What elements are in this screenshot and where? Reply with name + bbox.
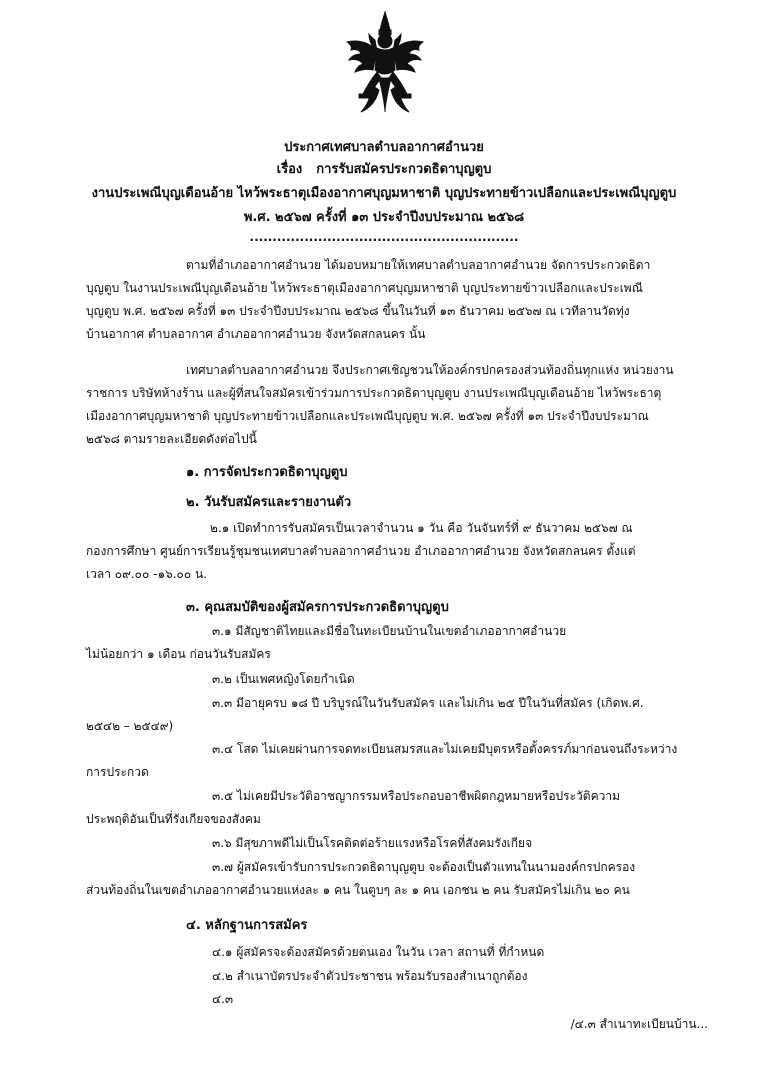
garuda-emblem-icon (339, 8, 431, 120)
section-4-line: ๔.๑ ผู้สมัครจะต้องสมัครด้วยตนเอง ในวัน เวลา สถานที่ ที่กำหนด (212, 945, 545, 959)
section-3-line: ๓.๗ ผู้สมัครเข้ารับการประกวดธิดาบุญตูบ จะต้องเป็นตัวแทนในนามองค์กรปกครอง (212, 860, 636, 874)
section-3-line: ๓.๔ โสด ไม่เคยผ่านการจดทะเบียนสมรสและไม่เคยมีบุตรหรือตั้งครรภ์มาก่อนจนถึงระหว่าง (212, 742, 678, 756)
section-2-line: เวลา ๐๙.๐๐ -๑๖.๐๐ น. (86, 567, 207, 581)
event-year: พ.ศ. ๒๕๖๗ ครั้งที่ ๑๓ ประจำปีงบประมาณ ๒๕๖๘ (243, 210, 525, 225)
paragraph-2-line: ราชการ บริษัทห้างร้าน และผู้ที่สนใจสมัครเข้าร่วมการประกวดธิดาบุญตูบ งานประเพณีบุญเดือนอ้าย ไหว้พระธาตุ (86, 386, 662, 400)
section-4-line: ๔.๒ สำเนาบัตรประจำตัวประชาชน พร้อมรับรองสำเนาถูกต้อง (212, 969, 528, 983)
section-3-line: ๓.๖ มีสุขภาพดีไม่เป็นโรคติดต่อร้ายแรงหรือโรคที่สังคมรังเกียจ (212, 836, 533, 850)
section-3-line: ๓.๕ ไม่เคยมีประวัติอาชญากรรมหรือประกอบอาชีพผิดกฎหมายหรือประวัติความ (212, 789, 620, 803)
paragraph-1-line: บุญตูบ ในงานประเพณีบุญเดือนอ้าย ไหว้พระธาตุเมืองอากาศบุญมหาชาติ บุญประทายข้าวเปลือกและประเพณี (86, 281, 643, 295)
section-1-heading: ๑. การจัดประกวดธิดาบุญตูบ (186, 465, 348, 480)
paragraph-1-line: ตามที่อำเภออากาศอำนวย ได้มอบหมายให้เทศบาลตำบลอากาศอำนวย จัดการประกวดธิดา (186, 258, 651, 272)
section-2-line: กองการศึกษา ศูนย์การเรียนรู้ชุมชนเทศบาลตำบลอากาศอำนวย อำเภออากาศอำนวย จังหวัดสกลนคร ตั้งแต่ (86, 544, 636, 558)
section-3-line: ๓.๑ มีสัญชาติไทยและมีชื่อในทะเบียนบ้านในเขตอำเภออากาศอำนวย (212, 624, 567, 638)
section-3-line: ประพฤติอันเป็นที่รังเกียจของสังคม (86, 812, 261, 826)
section-2-line: ๒.๑ เปิดทำการรับสมัครเป็นเวลาจำนวน ๑ วัน คือ วันจันทร์ที่ ๙ ธันวาคม ๒๕๖๗ ณ (210, 521, 633, 535)
paragraph-2-line: เทศบาลตำบลอากาศอำนวย จึงประกาศเชิญชวนให้องค์กรปกครองส่วนท้องถิ่นทุกแห่ง หน่วยงาน (186, 363, 674, 377)
event-name: งานประเพณีบุญเดือนอ้าย ไหว้พระธาตุเมืองอากาศบุญมหาชาติ บุญประทายข้าวเปลือกและประเพณีบุญตูบ (91, 186, 677, 201)
paragraph-2-line: เมืองอากาศบุญมหาชาติ บุญประทายข้าวเปลือกและประเพณีบุญตูบ พ.ศ. ๒๕๖๗ ครั้งที่ ๑๓ ประจำปีงบประมาณ (86, 409, 649, 423)
section-3-line: ๒๕๔๒ – ๒๕๔๙) (86, 719, 174, 733)
paragraph-2-line: ๒๕๖๘ ตามรายละเอียดดังต่อไปนี้ (86, 432, 257, 446)
announcement-subject (40, 160, 728, 180)
continuation-note: /๔.๓ สำเนาทะเบียนบ้าน... (570, 1017, 708, 1031)
section-3-line: ๓.๒ เป็นเพศหญิงโดยกำเนิด (212, 672, 355, 686)
section-4-heading: ๔. หลักฐานการสมัคร (186, 918, 308, 933)
paragraph-1-line: บ้านอากาศ ตำบลอากาศ อำเภออากาศอำนวย จังหวัดสกลนคร นั้น (86, 327, 426, 341)
section-4-line: ๔.๓ (212, 992, 234, 1006)
paragraph-1-line: บุญตูบ พ.ศ. ๒๕๖๗ ครั้งที่ ๑๓ ประจำปีงบประมาณ ๒๕๖๘ ขึ้นในวันที่ ๑๓ ธันวาคม ๒๕๖๗ ณ เวทีลานวัดทุ่ง (86, 304, 630, 318)
section-3-line: ส่วนท้องถิ่นในเขตอำเภออากาศอำนวยแห่งละ ๑ คน ในตูบๆ ละ ๑ คน เอกชน ๒ คน รับสมัครไม่เกิน ๒๐ คน (86, 883, 630, 897)
section-3-line: การประกวด (86, 765, 149, 779)
section-3-line: ไม่น้อยกว่า ๑ เดือน ก่อนวันรับสมัคร (86, 647, 271, 661)
subject-label: เรื่อง (276, 162, 303, 177)
subject-text: การรับสมัครประกวดธิดาบุญตูบ (316, 162, 492, 177)
section-3-line: ๓.๓ มีอายุครบ ๑๘ ปี บริบูรณ์ในวันรับสมัคร และไม่เกิน ๒๕ ปีในวันที่สมัคร (เกิดพ.ศ. (212, 696, 644, 710)
section-2-heading: ๒. วันรับสมัครและรายงานตัว (186, 495, 352, 510)
announcement-title: ประกาศเทศบาลตำบลอากาศอำนวย (284, 140, 484, 155)
header-divider: ........................................................... (249, 230, 519, 244)
section-3-heading: ๓. คุณสมบัติของผู้สมัครการประกวดธิดาบุญตูบ (186, 600, 449, 615)
